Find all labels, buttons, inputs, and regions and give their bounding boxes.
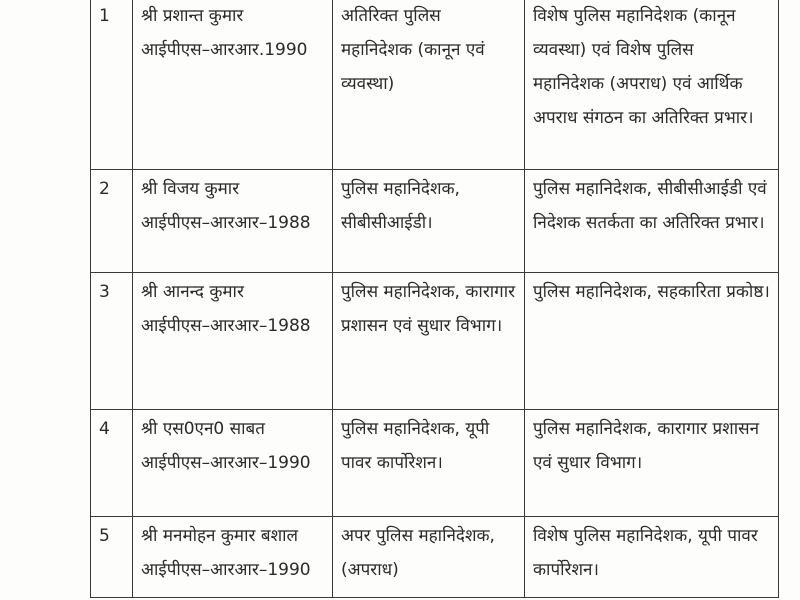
table-row: [91, 0, 779, 170]
officer-service: आईपीएस–आरआर–1988: [141, 213, 311, 233]
officer-name: श्री आनन्द कुमार: [141, 282, 244, 302]
officer-transfer-table: [90, 0, 779, 598]
officer-name: श्री एस0एन0 साबत: [141, 419, 265, 439]
officer-service: आईपीएस–आरआर–1990: [141, 560, 311, 580]
table-row: [91, 410, 779, 517]
current-post: [333, 517, 525, 598]
additional-charge-text: पुलिस महानिदेशक, सीबीसीआईडी एवं निदेशक सतर्कता का अतिरिक्त प्रभार।: [533, 179, 767, 233]
current-post: [333, 0, 525, 170]
current-post-text: अतिरिक्त पुलिस महानिदेशक (कानून एवं व्यवस्था): [341, 6, 485, 94]
current-post-text: अपर पुलिस महानिदेशक, (अपराध): [341, 526, 495, 580]
serial-number: 4: [91, 410, 133, 517]
officer-cell: [133, 273, 333, 410]
officer-cell: [133, 410, 333, 517]
officer-service: आईपीएस–आरआर–1988: [141, 316, 311, 336]
current-post-text: पुलिस महानिदेशक, यूपी पावर कार्पोरेशन।: [341, 419, 490, 473]
additional-charge: [525, 410, 779, 517]
current-post: [333, 410, 525, 517]
serial-number: 5: [91, 517, 133, 598]
additional-charge-text: पुलिस महानिदेशक, कारागार प्रशासन एवं सुधार विभाग।: [533, 419, 760, 473]
current-post: [333, 273, 525, 410]
officer-service: आईपीएस–आरआर–1990: [141, 453, 311, 473]
serial-number: 3: [91, 273, 133, 410]
officer-name: श्री प्रशान्त कुमार: [141, 6, 244, 26]
additional-charge: [525, 0, 779, 170]
officer-service: आईपीएस–आरआर.1990: [141, 40, 308, 60]
current-post-text: पुलिस महानिदेशक, सीबीसीआईडी।: [341, 179, 460, 233]
additional-charge-text: पुलिस महानिदेशक, सहकारिता प्रकोष्ठ।: [533, 282, 770, 302]
serial-number: 1: [91, 0, 133, 170]
officer-cell: [133, 170, 333, 273]
table-row: [91, 517, 779, 598]
officer-cell: [133, 0, 333, 170]
table-row: [91, 170, 779, 273]
officer-name: श्री मनमोहन कुमार बशाल: [141, 526, 299, 546]
additional-charge: [525, 273, 779, 410]
officer-cell: [133, 517, 333, 598]
additional-charge-text: विशेष पुलिस महानिदेशक, यूपी पावर कार्पोरेशन।: [533, 526, 758, 580]
additional-charge-text: विशेष पुलिस महानिदेशक (कानून व्यवस्था) एवं विशेष पुलिस महानिदेशक (अपराध) एवं आर्थिक अपराध संगठन का अतिरिक्त प्रभार।: [533, 6, 754, 128]
officer-name: श्री विजय कुमार: [141, 179, 240, 199]
additional-charge: [525, 170, 779, 273]
additional-charge: [525, 517, 779, 598]
serial-number: 2: [91, 170, 133, 273]
current-post-text: पुलिस महानिदेशक, कारागार प्रशासन एवं सुधार विभाग।: [341, 282, 516, 336]
table-row: [91, 273, 779, 410]
current-post: [333, 170, 525, 273]
